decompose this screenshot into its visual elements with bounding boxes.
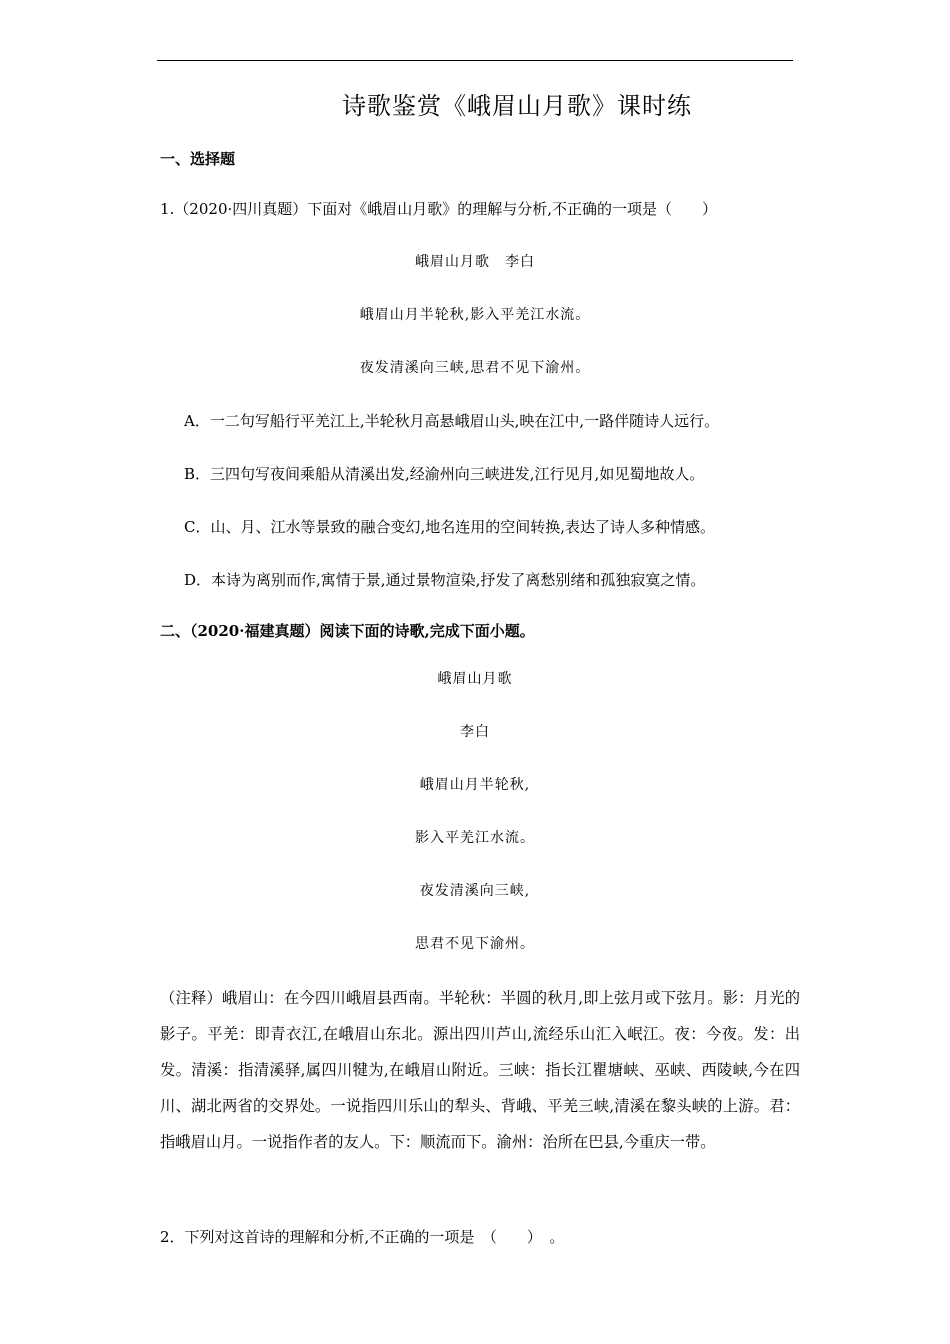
option-a: A．一二句写船行平羌江上,半轮秋月高悬峨眉山头,映在江中,一路伴随诗人远行。 <box>184 412 720 430</box>
poem1-title: 峨眉山月歌 李白 <box>415 254 535 270</box>
poem2-author: 李白 <box>460 724 490 740</box>
section1-heading: 一、选择题 <box>160 150 236 168</box>
page-title: 诗歌鉴赏《峨眉山月歌》课时练 <box>342 92 692 120</box>
poem1-line: 夜发清溪向三峡,思君不见下渝州。 <box>359 360 591 376</box>
poem2-line: 峨眉山月半轮秋, <box>419 777 531 793</box>
poem1-line: 峨眉山月半轮秋,影入平羌江水流。 <box>359 307 591 323</box>
poem2-title: 峨眉山月歌 <box>437 671 513 687</box>
option-d: D．本诗为离别而作,寓情于景,通过景物渲染,抒发了离愁别绪和孤独寂寞之情。 <box>184 571 706 589</box>
poem2-line: 夜发清溪向三峡, <box>419 883 531 899</box>
poem2-line: 影入平羌江水流。 <box>415 830 535 846</box>
header-rule <box>157 60 793 61</box>
question-1: 1.（2020·四川真题）下面对《峨眉山月歌》的理解与分析,不正确的一项是（ ） <box>160 200 718 218</box>
poem2-line: 思君不见下渝州。 <box>415 936 535 952</box>
option-c: C．山、月、江水等景致的融合变幻,地名连用的空间转换,表达了诗人多种情感。 <box>184 518 716 536</box>
question-2: 2．下列对这首诗的理解和分析,不正确的一项是 （ ） 。 <box>160 1228 565 1246</box>
section2-heading: 二、（2020·福建真题）阅读下面的诗歌,完成下面小题。 <box>160 622 535 640</box>
annotation-paragraph: （注释）峨眉山：在今四川峨眉县西南。半轮秋：半圆的秋月,即上弦月或下弦月。影：月光的影子。平羌：即青衣江,在峨眉山东北。源出四川芦山,流经乐山汇入岷江。夜：今夜。发：出发。清溪：指清溪驿,属四川犍为,在峨眉山附近。三峡：指长江瞿塘峡、巫峡、西陵峡,今在四川、湖北两省的交界处。一说指四川乐山的犁头、背峨、平羌三峡,清溪在黎头峡的上游。君：指峨眉山月。一说指作者的友人。下：顺流而下。渝州：治所在巴县,今重庆一带。 <box>160 989 800 1151</box>
option-b: B．三四句写夜间乘船从清溪出发,经渝州向三峡进发,江行见月,如见蜀地故人。 <box>184 465 705 483</box>
